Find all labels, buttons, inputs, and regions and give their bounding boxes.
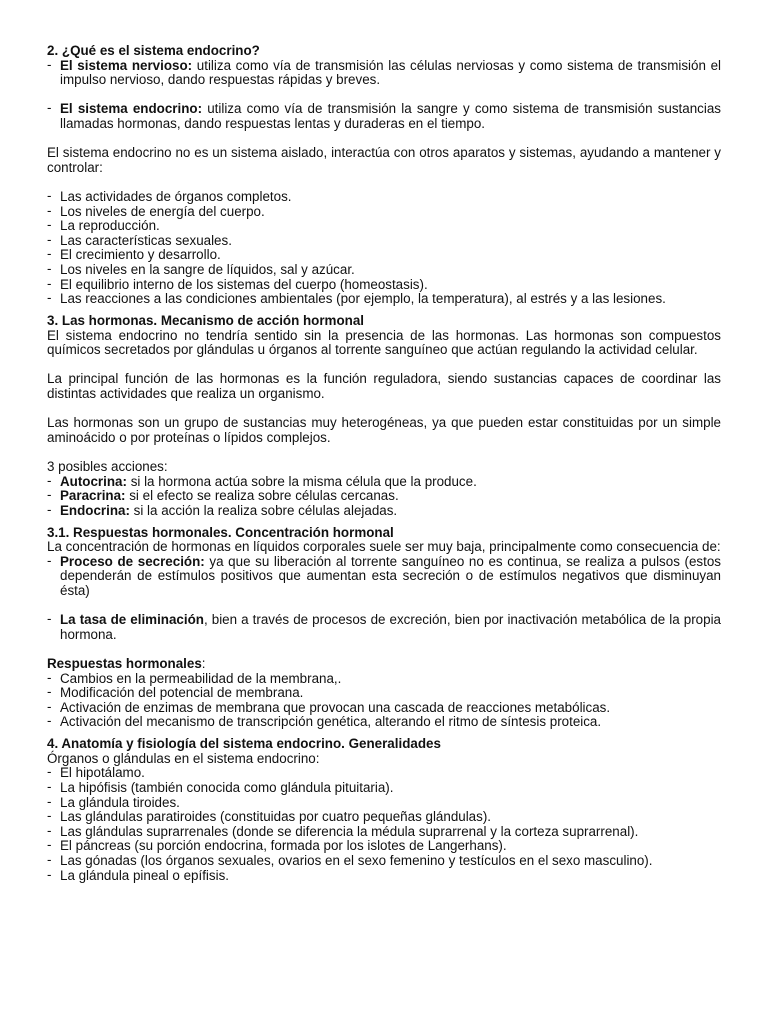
responses-list	[47, 672, 721, 730]
term-text: ya que su liberación al torrente sanguíneo no es continua, se realiza a pulsos (estos dependerán de estímulos positivos que aumentan esta secreción o de estímulos negativos que disminuyan ésta)	[60, 553, 721, 598]
list-item: - Cambios en la permeabilidad de la membrana,.	[47, 672, 721, 687]
nervous-endocrine-list	[47, 59, 721, 88]
subheading-colon: :	[201, 655, 206, 671]
term-label: El sistema endocrino:	[60, 101, 203, 117]
term-text: si el efecto se realiza sobre células cercanas.	[125, 488, 399, 504]
section-3-heading: 3. Las hormonas. Mecanismo de acción hormonal	[47, 312, 364, 328]
paragraph: La principal función de las hormonas es la función reguladora, siendo sustancias capaces de coordinar las distintas actividades que realiza un organismo.	[47, 371, 721, 401]
term-text: , bien a través de procesos de excreción, bien por inactivación metabólica de la propia hormona.	[60, 612, 722, 642]
list-item	[47, 489, 721, 504]
term-text: utiliza como vía de transmisión la sangre y como sistema de transmisión sustancias llamadas hormonas, dando respuestas lentas y duraderas en el tiempo.	[60, 101, 721, 131]
term-label: El sistema nervioso:	[60, 57, 193, 73]
list-item	[47, 504, 721, 519]
elimination-list	[47, 613, 721, 642]
actions-list	[47, 475, 721, 519]
term-label: Endocrina:	[60, 502, 130, 518]
list-item: - Los niveles de energía del cuerpo.	[47, 205, 721, 220]
endocrine-def-list	[47, 102, 721, 131]
list-item: - La reproducción.	[47, 219, 721, 234]
list-item	[47, 102, 721, 131]
paragraph: Las hormonas son un grupo de sustancias muy heterogéneas, ya que pueden estar constituidas por un simple aminoácido o por proteínas o lípidos complejos.	[47, 415, 721, 445]
list-item: - Las características sexuales.	[47, 234, 721, 249]
subheading-label: Respuestas hormonales	[47, 655, 202, 671]
glands-list	[47, 766, 721, 883]
list-item: - Las reacciones a las condiciones ambientales (por ejemplo, la temperatura), al estrés y a las lesiones.	[47, 292, 721, 307]
term-text: si la acción la realiza sobre células alejadas.	[129, 502, 398, 518]
paragraph: El sistema endocrino no tendría sentido sin la presencia de las hormonas. Las hormonas son compuestos químicos secretados por glándulas u órganos al torrente sanguíneo que actúan regulando la actividad celular.	[47, 327, 721, 358]
list-item: - Las gónadas (los órganos sexuales, ovarios en el sexo femenino y testículos en el sexo masculino).	[47, 854, 721, 869]
list-item	[47, 555, 721, 599]
list-item: - Activación de enzimas de membrana que provocan una cascada de reacciones metabólicas.	[47, 701, 721, 716]
list-item: - El páncreas (su porción endocrina, formada por los islotes de Langerhans).	[47, 839, 721, 854]
list-item: - El hipotálamo.	[47, 766, 721, 781]
list-item: - Modificación del potencial de membrana.	[47, 686, 721, 701]
paragraph: El sistema endocrino no es un sistema aislado, interactúa con otros aparatos y sistemas, ayudando a mantener y controlar:	[47, 145, 721, 175]
subheading	[47, 657, 721, 672]
term-label: La tasa de eliminación	[60, 612, 204, 628]
paragraph: La concentración de hormonas en líquidos corporales suele ser muy baja, principalmente como consecuencia de:	[47, 539, 721, 555]
list-item: - Los niveles en la sangre de líquidos, sal y azúcar.	[47, 263, 721, 278]
list-item: - La glándula tiroides.	[47, 796, 721, 811]
section-4-heading: 4. Anatomía y fisiología del sistema endocrino. Generalidades	[47, 736, 441, 752]
list-item: - Las glándulas suprarrenales (donde se diferencia la médula suprarrenal y la corteza suprarrenal).	[47, 825, 721, 840]
term-label: Autocrina:	[60, 473, 127, 489]
list-item: - El equilibrio interno de los sistemas del cuerpo (homeostasis).	[47, 278, 721, 293]
term-label: Paracrina:	[60, 488, 126, 504]
list-item	[47, 613, 721, 642]
term-text: utiliza como vía de transmisión las células nerviosas y como sistema de transmisión el impulso nervioso, dando respuestas rápidas y breves.	[60, 57, 721, 88]
list-item: - El crecimiento y desarrollo.	[47, 248, 721, 263]
control-list	[47, 190, 721, 307]
paragraph: 3 posibles acciones:	[47, 458, 168, 474]
list-item: - La glándula pineal o epífisis.	[47, 869, 721, 884]
section-2-heading: 2. ¿Qué es el sistema endocrino?	[47, 43, 260, 58]
list-item: - Activación del mecanismo de transcripción genética, alterando el ritmo de síntesis proteica.	[47, 715, 721, 730]
concentration-list	[47, 555, 721, 599]
list-item: - Las glándulas paratiroides (constituidas por cuatro pequeñas glándulas).	[47, 810, 721, 825]
list-item: - La hipófisis (también conocida como glándula pituitaria).	[47, 781, 721, 796]
term-label: Proceso de secreción:	[60, 553, 205, 569]
list-item	[47, 59, 721, 88]
paragraph: Órganos o glándulas en el sistema endocrino:	[47, 750, 320, 766]
section-3-1-heading: 3.1. Respuestas hormonales. Concentración hormonal	[47, 524, 394, 540]
list-item: - Las actividades de órganos completos.	[47, 190, 721, 205]
list-item	[47, 475, 721, 490]
term-text: si la hormona actúa sobre la misma célula que la produce.	[126, 473, 477, 489]
